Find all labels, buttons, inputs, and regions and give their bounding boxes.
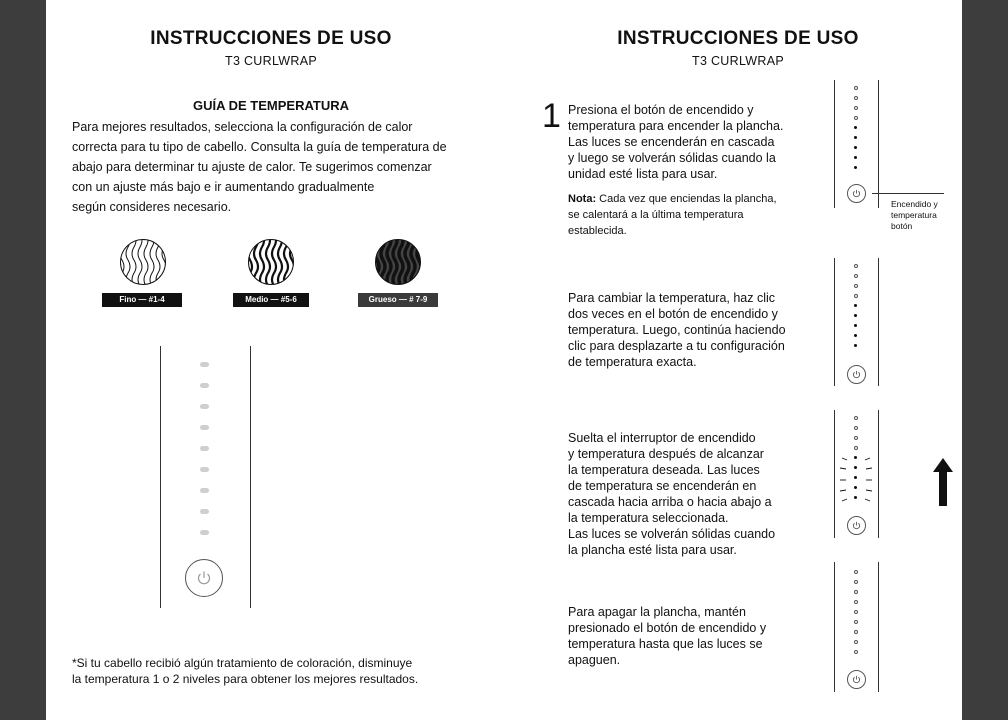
led-off	[854, 610, 858, 614]
power-icon	[196, 570, 212, 586]
power-icon	[852, 370, 861, 379]
device-edge-left	[834, 80, 835, 208]
power-button	[847, 184, 866, 203]
step-1-note	[568, 191, 828, 239]
led-on	[854, 136, 857, 139]
hair-label-medium: Medio — #5-6	[233, 293, 309, 307]
led-off	[854, 106, 858, 110]
temperature-led	[200, 383, 209, 388]
note-text: Cada vez que enciendas la plancha, se calentará a la última temperatura establecida.	[568, 193, 777, 237]
power-button	[847, 365, 866, 384]
step-4-text: Para apagar la plancha, mantén presionado el botón de encendido y temperatura hasta que las luces se apaguen.	[568, 605, 767, 667]
device-diagram-large	[160, 346, 252, 610]
led-off	[854, 600, 858, 604]
led-on	[854, 146, 857, 149]
right-page-title: INSTRUCCIONES DE USO	[617, 28, 859, 49]
callout-label: Encendido y temperatura botón	[891, 199, 938, 231]
led-off	[854, 630, 858, 634]
temperature-led	[200, 362, 209, 367]
hair-icon-fine	[119, 238, 167, 286]
hair-icon-coarse	[374, 238, 422, 286]
led-off	[854, 570, 858, 574]
temperature-led	[200, 467, 209, 472]
left-page-title: INSTRUCCIONES DE USO	[150, 28, 392, 49]
temperature-led	[200, 404, 209, 409]
note-label: Nota:	[568, 193, 597, 205]
hair-label-coarse: Grueso — # 7-9	[358, 293, 438, 307]
guide-text: Para mejores resultados, selecciona la configuración de calor correcta para tu tipo de cabello. Consulta la guía de temperatura de abajo para determinar tu ajuste de calor. Te sugerimos comenzar con un ajuste más bajo e ir aumentando gradualmente según consideres necesario.	[72, 120, 447, 214]
led-off	[854, 294, 858, 298]
temperature-led	[200, 488, 209, 493]
led-on	[854, 126, 857, 129]
led-off	[854, 620, 858, 624]
led-off	[854, 86, 858, 90]
led-off	[854, 590, 858, 594]
led-off	[854, 116, 858, 120]
led-off	[854, 436, 858, 440]
device-edge-left	[160, 346, 161, 608]
left-page-subtitle: T3 CURLWRAP	[225, 54, 317, 68]
step-number: 1	[542, 97, 561, 135]
device-edge-right	[878, 80, 879, 208]
led-off	[854, 264, 858, 268]
led-off	[854, 640, 858, 644]
device-edge-right	[878, 258, 879, 386]
led-on	[854, 344, 857, 347]
callout-line	[872, 193, 944, 194]
device-edge-right	[878, 410, 879, 538]
right-page	[516, 0, 962, 720]
device-diagram-step-3	[834, 410, 880, 540]
step-3-text: Suelta el interruptor de encendido y temperatura después de alcanzar la temperatura deseada. Las luces de temperatura se encenderán en cascada hacia arriba o hacia abajo a la temperatura seleccionada. Las luces se volverán sólidas cuando la plancha esté lista para usar.	[568, 431, 776, 557]
led-on	[854, 156, 857, 159]
power-button	[185, 559, 223, 597]
step-2-text: Para cambiar la temperatura, haz clic dos veces en el botón de encendido y temperatura. Luego, continúa haciendo clic para desplazarte a tu configuración de temperatura exacta.	[568, 291, 786, 369]
led-off	[854, 274, 858, 278]
temperature-led	[200, 530, 209, 535]
led-on	[854, 304, 857, 307]
led-off	[854, 284, 858, 288]
device-edge-left	[834, 258, 835, 386]
device-edge-right	[250, 346, 251, 608]
led-off	[854, 650, 858, 654]
hair-label-fine: Fino — #1-4	[102, 293, 182, 307]
led-on	[854, 334, 857, 337]
step-1-text: Presiona el botón de encendido y temperatura para encender la plancha. Las luces se encenderán en cascada y luego se volverán sólidas cuando la unidad esté lista para usar.	[568, 103, 784, 181]
led-off	[854, 96, 858, 100]
glow-rays-icon	[838, 450, 874, 506]
led-off	[854, 426, 858, 430]
temperature-led	[200, 446, 209, 451]
device-diagram-step-1	[834, 80, 880, 210]
device-edge-left	[834, 410, 835, 538]
power-icon	[852, 189, 861, 198]
led-on	[854, 166, 857, 169]
device-edge-right	[878, 562, 879, 692]
temperature-led	[200, 509, 209, 514]
power-icon	[852, 521, 861, 530]
footnote: *Si tu cabello recibió algún tratamiento de coloración, disminuye la temperatura 1 o 2 niveles para obtener los mejores resultados.	[72, 656, 419, 686]
led-off	[854, 580, 858, 584]
right-page-subtitle: T3 CURLWRAP	[692, 54, 784, 68]
led-off	[854, 416, 858, 420]
manual-spread	[46, 0, 962, 720]
power-icon	[852, 675, 861, 684]
device-edge-left	[834, 562, 835, 692]
led-on	[854, 314, 857, 317]
device-diagram-step-2	[834, 258, 880, 388]
hair-icon-medium	[247, 238, 295, 286]
power-button	[847, 516, 866, 535]
left-page	[46, 0, 496, 720]
arrow-up-icon	[933, 458, 953, 506]
led-on	[854, 324, 857, 327]
guide-heading: GUÍA DE TEMPERATURA	[193, 98, 349, 113]
device-diagram-step-4	[834, 562, 880, 694]
temperature-led	[200, 425, 209, 430]
power-button	[847, 670, 866, 689]
